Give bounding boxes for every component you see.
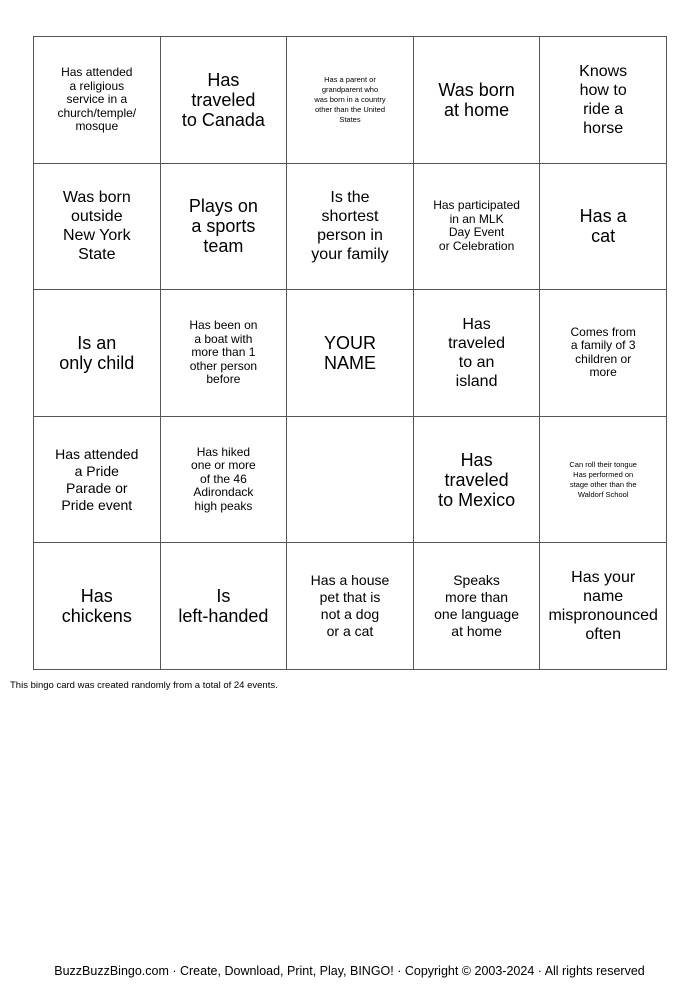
bingo-cell: Has traveled to an island bbox=[413, 290, 540, 417]
free-space-cell: YOUR NAME bbox=[287, 290, 414, 417]
bingo-row bbox=[34, 290, 667, 417]
bingo-cell: Has traveled to Canada bbox=[160, 37, 287, 164]
bingo-cell: Knows how to ride a horse bbox=[540, 37, 667, 164]
bingo-card bbox=[33, 36, 667, 670]
bingo-cell: Has attended a Pride Parade or Pride event bbox=[34, 416, 161, 543]
bingo-cell: Has a cat bbox=[540, 163, 667, 290]
bingo-cell: Has hiked one or more of the 46 Adirondack high peaks bbox=[160, 416, 287, 543]
bingo-cell: Can roll their tongue Has performed on stage other than the Waldorf School bbox=[540, 416, 667, 543]
bingo-cell: Has your name mispronounced often bbox=[540, 543, 667, 670]
bingo-cell: Plays on a sports team bbox=[160, 163, 287, 290]
bingo-cell: Has been on a boat with more than 1 other person before bbox=[160, 290, 287, 417]
bingo-row bbox=[34, 37, 667, 164]
bingo-cell-empty bbox=[287, 416, 414, 543]
bingo-cell: Has a house pet that is not a dog or a cat bbox=[287, 543, 414, 670]
bingo-cell: Has a parent or grandparent who was born in a country other than the United States bbox=[287, 37, 414, 164]
bingo-row bbox=[34, 163, 667, 290]
bingo-row bbox=[34, 416, 667, 543]
bingo-cell: Was born outside New York State bbox=[34, 163, 161, 290]
page-footer: BuzzBuzzBingo.com · Create, Download, Print, Play, BINGO! · Copyright © 2003-2024 · All rights reserved bbox=[54, 964, 645, 978]
bingo-cell: Has chickens bbox=[34, 543, 161, 670]
bingo-cell: Speaks more than one language at home bbox=[413, 543, 540, 670]
bingo-cell: Has participated in an MLK Day Event or Celebration bbox=[413, 163, 540, 290]
bingo-cell: Is left-handed bbox=[160, 543, 287, 670]
bingo-cell: Has attended a religious service in a church/temple/ mosque bbox=[34, 37, 161, 164]
bingo-cell: Has traveled to Mexico bbox=[413, 416, 540, 543]
bingo-cell: Was born at home bbox=[413, 37, 540, 164]
bingo-row bbox=[34, 543, 667, 670]
bingo-cell: Is an only child bbox=[34, 290, 161, 417]
bingo-cell: Comes from a family of 3 children or more bbox=[540, 290, 667, 417]
card-generation-note: This bingo card was created randomly from a total of 24 events. bbox=[10, 680, 278, 691]
bingo-cell: Is the shortest person in your family bbox=[287, 163, 414, 290]
